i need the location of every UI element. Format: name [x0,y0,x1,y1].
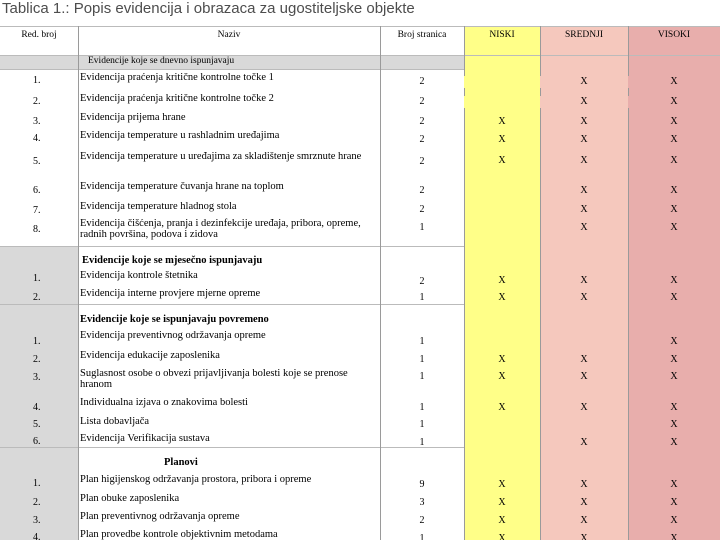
header-srednji: SREDNJI [564,30,603,40]
row-mark-srednji: X [580,116,588,127]
row-pages: 2 [419,185,425,196]
row-mark-srednji: X [580,155,588,166]
row-pages: 1 [419,222,425,233]
row-name: Evidencija kontrole štetnika [80,270,198,281]
row-mark-visoki: X [670,479,678,490]
row-number: 4. [33,402,41,413]
row-mark-srednji: X [580,204,588,215]
header-visoki: VISOKI [657,30,691,40]
row-mark-niski [464,419,540,431]
row-mark-visoki: X [670,533,678,540]
row-mark-srednji [540,419,628,431]
row-pages: 1 [419,354,425,365]
row-mark-niski: X [498,116,506,127]
row-number: 7. [33,205,41,216]
row-mark-srednji [540,336,628,348]
row-mark-srednji: X [580,222,588,233]
row-number: 2. [33,96,41,107]
row-name: Suglasnost osobe o obvezi prijavljivanja bolesti koje se prenose hranom [80,368,348,390]
row-mark-niski: X [498,275,506,286]
row-mark-niski [464,76,540,88]
row-name: Evidencija preventivnog održavanja opreme [80,330,266,341]
row-pages: 1 [419,371,425,382]
row-pages: 9 [419,479,425,490]
row-mark-visoki: X [670,275,678,286]
row-number: 1. [33,273,41,284]
row-mark-srednji: X [580,437,588,448]
header-broj-stranica: Broj stranica [397,30,447,40]
row-mark-visoki: X [670,116,678,127]
row-pages: 1 [419,419,425,430]
row-mark-niski: X [498,155,506,166]
row-mark-srednji: X [580,275,588,286]
row-mark-visoki: X [670,292,678,303]
row-mark-visoki: X [670,437,678,448]
row-mark-niski [464,437,540,449]
row-pages: 2 [419,276,425,287]
row-number: 6. [33,436,41,447]
row-mark-niski [464,204,540,216]
row-name: Individualna izjava o znakovima bolesti [80,397,248,408]
row-name: Lista dobavljača [80,416,150,427]
row-number: 5. [33,156,41,167]
row-pages: 2 [419,96,425,107]
row-mark-niski: X [498,515,506,526]
rule [0,246,464,247]
row-name: Plan provedbe kontrole objektivnim metodama [80,529,278,540]
row-number: 8. [33,224,41,235]
row-name: Evidencija edukacije zaposlenika [80,350,220,361]
row-pages: 2 [419,156,425,167]
row-pages: 1 [419,437,425,448]
row-mark-visoki: X [670,515,678,526]
row-mark-niski [464,96,540,108]
row-number: 2. [33,354,41,365]
row-number: 3. [33,116,41,127]
row-mark-niski: X [498,134,506,145]
row-mark-visoki: X [670,134,678,145]
row-mark-visoki: X [628,76,720,88]
row-pages: 2 [419,134,425,145]
row-number: 2. [33,292,41,303]
row-mark-visoki: X [670,155,678,166]
row-mark-srednji: X [540,96,628,108]
row-name: Evidencija Verifikacija sustava [80,433,210,444]
row-mark-visoki: X [670,354,678,365]
row-mark-srednji: X [580,371,588,382]
row-name: Evidencija temperature u rashladnim uređajima [80,130,280,141]
row-number: 1. [33,336,41,347]
row-mark-srednji: X [580,533,588,540]
row-number: 6. [33,185,41,196]
row-mark-visoki: X [670,402,678,413]
rule [0,26,720,27]
row-number: 4. [33,133,41,144]
row-pages: 2 [419,515,425,526]
header-niski: NISKI [489,30,515,40]
section-title-plans: Planovi [164,457,198,468]
row-pages: 3 [419,497,425,508]
row-number: 1. [33,75,41,86]
row-mark-niski: X [498,497,506,508]
row-name: Evidencija čišćenja, pranja i dezinfekcije uređaja, pribora, opreme, radnih površina, podova i zidova [80,218,361,240]
row-name: Evidencija interne provjere mjerne opreme [80,288,261,299]
row-mark-srednji: X [580,515,588,526]
row-mark-niski [464,336,540,348]
row-mark-niski: X [498,533,506,540]
row-name: Evidencija prijema hrane [80,112,186,123]
row-mark-niski [464,222,540,234]
row-name: Plan higijenskog održavanja prostora, pribora i opreme [80,474,312,485]
row-mark-srednji: X [580,402,588,413]
row-number: 1. [33,478,41,489]
row-mark-visoki: X [670,204,678,215]
rule [0,304,464,305]
row-pages: 2 [419,204,425,215]
row-pages: 2 [419,116,425,127]
row-mark-srednji: X [580,354,588,365]
row-mark-srednji: X [540,76,628,88]
row-mark-visoki: X [670,336,678,347]
page-title: Tablica 1.: Popis evidencija i obrazaca za ugostiteljske objekte [2,0,415,17]
row-mark-niski: X [498,371,506,382]
row-mark-niski: X [498,354,506,365]
row-mark-visoki: X [670,371,678,382]
row-number: 3. [33,515,41,526]
row-mark-niski [464,185,540,197]
row-name: Evidencija praćenja kritične kontrolne točke 1 [80,72,274,83]
row-number: 3. [33,372,41,383]
row-pages: 1 [419,292,425,303]
row-mark-srednji: X [580,185,588,196]
row-name: Plan preventivnog održavanja opreme [80,511,240,522]
row-number: 5. [33,419,41,430]
section-title-monthly: Evidencije koje se mjesečno ispunjavaju [82,255,263,266]
row-pages: 2 [419,76,425,87]
row-number: 4. [33,532,41,540]
header-naziv: Naziv [217,30,241,40]
row-name: Evidencija praćenja kritične kontrolne točke 2 [80,93,274,104]
header-red-broj: Red. broj [21,30,57,40]
row-pages: 1 [419,336,425,347]
row-name: Evidencija temperature u uređajima za skladištenje smrznute hrane [80,151,362,162]
row-name: Evidencija temperature hladnog stola [80,201,237,212]
row-name: Plan obuke zaposlenika [80,493,180,504]
row-mark-srednji: X [580,497,588,508]
row-name: Evidencija temperature čuvanja hrane na toplom [80,181,284,192]
row-mark-visoki: X [670,185,678,196]
row-mark-srednji: X [580,479,588,490]
section-title-daily: Evidencije koje se dnevno ispunjavaju [88,56,235,66]
row-number: 2. [33,497,41,508]
row-mark-visoki: X [670,222,678,233]
row-pages: 1 [419,402,425,413]
row-mark-niski: X [498,402,506,413]
row-mark-niski: X [498,479,506,490]
row-mark-niski: X [498,292,506,303]
row-mark-visoki: X [670,497,678,508]
row-mark-srednji: X [580,292,588,303]
row-mark-visoki: X [670,419,678,430]
section-title-periodic: Evidencije koje se ispunjavaju povremeno [80,314,269,325]
row-mark-srednji: X [580,134,588,145]
row-pages: 1 [419,533,425,540]
rule [0,55,720,56]
row-mark-visoki: X [628,96,720,108]
rule [0,69,464,70]
